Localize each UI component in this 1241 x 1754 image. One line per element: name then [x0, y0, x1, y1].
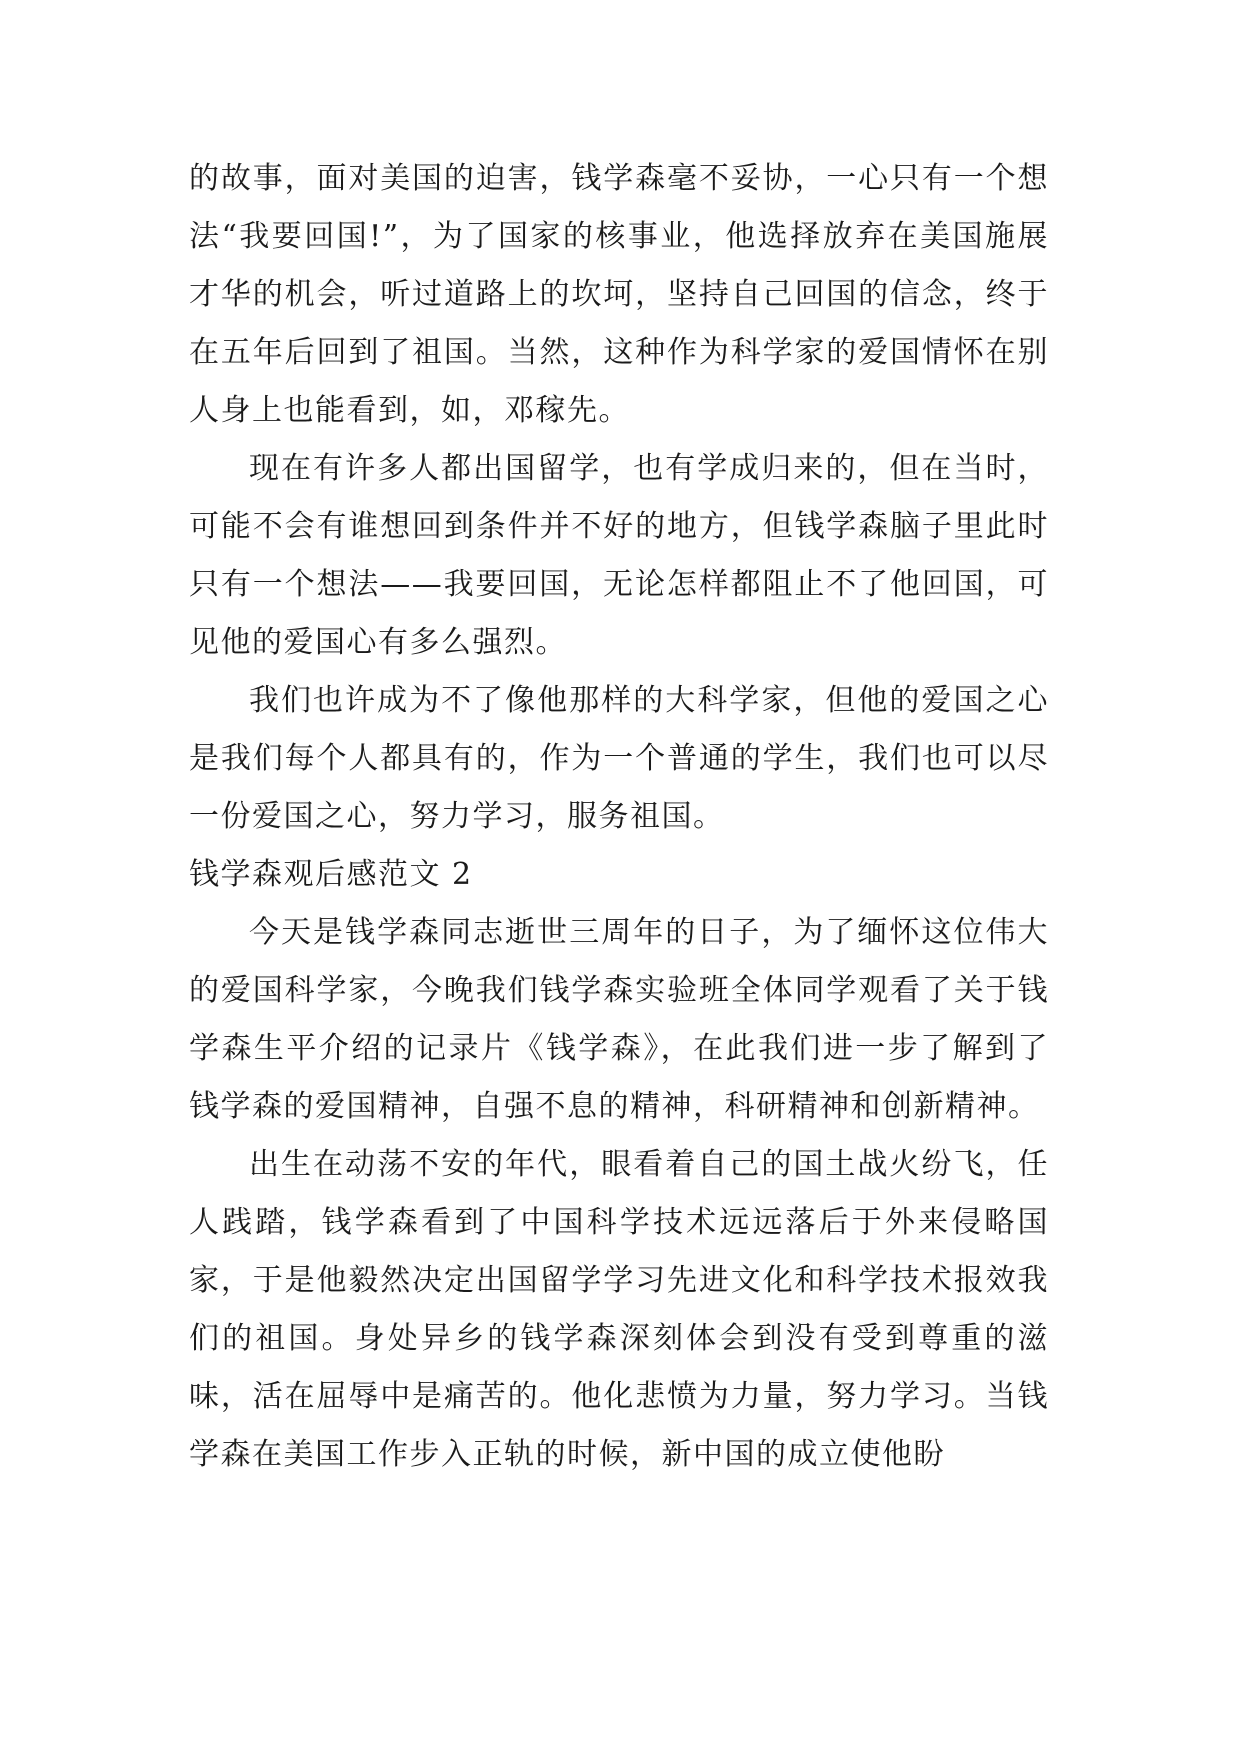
paragraph: 今天是钱学森同志逝世三周年的日子，为了缅怀这位伟大的爱国科学家，今晚我们钱学森实验班全体同学观看了关于钱学森生平介绍的记录片《钱学森》，在此我们进一步了解到了钱学森的爱国精神，自强不息的精神，科研精神和创新精神。	[189, 915, 1049, 1124]
paragraph: 现在有许多人都出国留学，也有学成归来的，但在当时，可能不会有谁想回到条件并不好的地方，但钱学森脑子里此时只有一个想法——我要回国，无论怎样都阻止不了他回国，可见他的爱国心有多么强烈。	[189, 451, 1049, 660]
paragraph-continued: 的故事，面对美国的迫害，钱学森毫不妥协，一心只有一个想法“我要回国!”，为了国家的核事业，他选择放弃在美国施展才华的机会，听过道路上的坎坷，坚持自己回国的信念，终于在五年后回到了祖国。当然，这种作为科学家的爱国情怀在别人身上也能看到，如，邓稼先。	[189, 161, 1049, 428]
section-heading: 钱学森观后感范文 2	[189, 857, 473, 892]
paragraph: 出生在动荡不安的年代，眼看着自己的国土战火纷飞，任人践踏，钱学森看到了中国科学技术远远落后于外来侵略国家，于是他毅然决定出国留学学习先进文化和科学技术报效我们的祖国。身处异乡的钱学森深刻体会到没有受到尊重的滋味，活在屈辱中是痛苦的。他化悲愤为力量，努力学习。当钱学森在美国工作步入正轨的时候，新中国的成立使他盼	[189, 1147, 1049, 1472]
paragraph: 我们也许成为不了像他那样的大科学家，但他的爱国之心是我们每个人都具有的，作为一个普通的学生，我们也可以尽一份爱国之心，努力学习，服务祖国。	[189, 683, 1049, 834]
document-body	[189, 150, 1049, 1484]
